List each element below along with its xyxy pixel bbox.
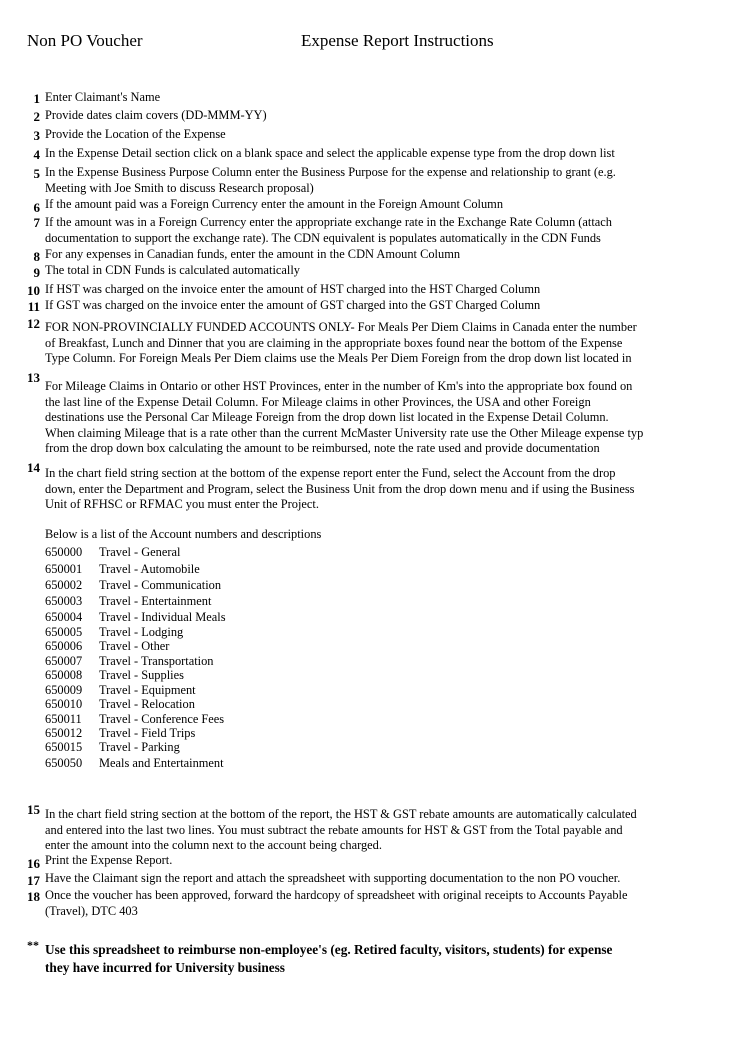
step-number: 6 bbox=[33, 200, 40, 215]
step-text: In the Expense Business Purpose Column enter the Business Purpose for the expense and relationship to grant (e.g. Meeting with Joe Smith to discuss Research proposal) bbox=[45, 165, 616, 195]
accounts-intro: Below is a list of the Account numbers and descriptions bbox=[45, 527, 322, 541]
account-row bbox=[45, 562, 200, 577]
account-code: 650009 bbox=[45, 683, 83, 697]
account-row bbox=[45, 697, 195, 712]
account-code: 650000 bbox=[45, 545, 83, 559]
account-desc: Travel - Equipment bbox=[99, 683, 196, 697]
step-number: 8 bbox=[33, 249, 40, 264]
step-number: 12 bbox=[27, 316, 40, 331]
account-row bbox=[45, 726, 195, 741]
account-code: 650003 bbox=[45, 594, 83, 608]
account-code: 650004 bbox=[45, 610, 83, 624]
step-text: If the amount paid was a Foreign Currency enter the amount in the Foreign Amount Column bbox=[45, 197, 504, 211]
step-number: 14 bbox=[27, 460, 40, 475]
step-number: 1 bbox=[33, 91, 40, 106]
step-text: For Mileage Claims in Ontario or other HST Provinces, enter in the number of Km's into the appropriate box found on the last line of the Expense Detail Column. For Mileage claims in other Provinces, the USA and other Foreign destinations use the Personal Car Mileage Foreign from the drop down list located in the Expense Detail Column. When claiming Mileage that is a rate other than the current McMaster University rate use the Other Mileage expense typ from the drop down box calculating the amount to be reimbursed, note the rate used and provide documentation bbox=[45, 379, 644, 455]
account-row bbox=[45, 654, 214, 669]
account-code: 650006 bbox=[45, 639, 83, 653]
account-code: 650050 bbox=[45, 756, 83, 770]
account-code: 650008 bbox=[45, 668, 83, 682]
page-title: Expense Report Instructions bbox=[301, 31, 494, 50]
step-text: Enter Claimant's Name bbox=[45, 90, 161, 104]
account-row bbox=[45, 625, 183, 640]
account-row bbox=[45, 756, 224, 771]
account-code: 650001 bbox=[45, 562, 83, 576]
account-row bbox=[45, 668, 184, 683]
account-code: 650010 bbox=[45, 697, 83, 711]
step-number: 17 bbox=[27, 873, 40, 888]
account-code: 650011 bbox=[45, 712, 82, 726]
account-desc: Travel - Automobile bbox=[99, 562, 200, 576]
step-text: Have the Claimant sign the report and attach the spreadsheet with supporting documentation to the non PO voucher. bbox=[45, 871, 621, 885]
step-text: If GST was charged on the invoice enter the amount of GST charged into the GST Charged Column bbox=[45, 298, 541, 312]
account-code: 650015 bbox=[45, 740, 83, 754]
account-row bbox=[45, 740, 180, 755]
step-number: 5 bbox=[33, 166, 40, 181]
step-text: Provide dates claim covers (DD-MMM-YY) bbox=[45, 108, 267, 122]
account-desc: Travel - Conference Fees bbox=[99, 712, 225, 726]
step-text: In the Expense Detail section click on a blank space and select the applicable expense type from the drop down list bbox=[45, 146, 615, 160]
step-number: 13 bbox=[27, 370, 40, 385]
account-desc: Travel - Entertainment bbox=[99, 594, 212, 608]
account-desc: Travel - Individual Meals bbox=[99, 610, 226, 624]
account-desc: Travel - Supplies bbox=[99, 668, 184, 682]
step-text: If the amount was in a Foreign Currency enter the appropriate exchange rate in the Exchange Rate Column (attach documentation to support the exchange rate). The CDN equivalent is populates automatically in the CDN Funds bbox=[45, 215, 612, 245]
account-code: 650005 bbox=[45, 625, 83, 639]
account-desc: Travel - Other bbox=[99, 639, 170, 653]
step-number: 10 bbox=[27, 283, 40, 298]
account-row bbox=[45, 545, 180, 560]
account-desc: Travel - Lodging bbox=[99, 625, 184, 639]
step-text: If HST was charged on the invoice enter the amount of HST charged into the HST Charged Column bbox=[45, 282, 541, 296]
account-desc: Travel - Parking bbox=[99, 740, 180, 754]
footnote-marker: ** bbox=[27, 938, 39, 952]
account-desc: Meals and Entertainment bbox=[99, 756, 224, 770]
account-row bbox=[45, 578, 221, 593]
step-text: In the chart field string section at the bottom of the expense report enter the Fund, select the Account from the drop down, enter the Department and Program, select the Business Unit from the drop down menu and if using the Business Unit of RFHSC or RFMAC you must enter the Project. bbox=[45, 466, 635, 511]
account-row bbox=[45, 712, 224, 727]
account-row bbox=[45, 683, 196, 698]
account-desc: Travel - Field Trips bbox=[99, 726, 196, 740]
step-text: FOR NON-PROVINCIALLY FUNDED ACCOUNTS ONLY- For Meals Per Diem Claims in Canada enter the number of Breakfast, Lunch and Dinner that you are claiming in the appropriate boxes found near the bottom of the Expense Type Column. For Foreign Meals Per Diem claims use the Meals Per Diem Foreign from the drop down list located in bbox=[45, 320, 637, 365]
account-row bbox=[45, 594, 211, 609]
step-text: Once the voucher has been approved, forward the hardcopy of spreadsheet with original receipts to Accounts Payable (Travel), DTC 403 bbox=[45, 888, 628, 918]
step-text: Provide the Location of the Expense bbox=[45, 127, 226, 141]
step-text: For any expenses in Canadian funds, enter the amount in the CDN Amount Column bbox=[45, 247, 461, 261]
account-row bbox=[45, 610, 226, 625]
footnote-text: Use this spreadsheet to reimburse non-employee's (eg. Retired faculty, visitors, students) for expense they have incurred for University business bbox=[45, 942, 613, 975]
account-desc: Travel - Relocation bbox=[99, 697, 195, 711]
account-desc: Travel - General bbox=[99, 545, 181, 559]
account-row bbox=[45, 639, 169, 654]
step-number: 3 bbox=[33, 128, 40, 143]
step-number: 11 bbox=[27, 299, 40, 314]
account-desc: Travel - Communication bbox=[99, 578, 222, 592]
step-text: In the chart field string section at the bottom of the report, the HST & GST rebate amounts are automatically calculated and entered into the last two lines. You must subtract the rebate amounts for HST & GST from the Total payable and enter the amount into the column next to the account being charged. bbox=[45, 807, 637, 852]
step-number: 16 bbox=[27, 856, 40, 871]
account-code: 650007 bbox=[45, 654, 83, 668]
step-number: 9 bbox=[33, 265, 40, 280]
step-number: 2 bbox=[33, 109, 40, 124]
account-desc: Travel - Transportation bbox=[99, 654, 214, 668]
step-number: 7 bbox=[33, 215, 40, 230]
account-code: 650012 bbox=[45, 726, 83, 740]
step-text: The total in CDN Funds is calculated automatically bbox=[45, 263, 300, 277]
step-text: Print the Expense Report. bbox=[45, 853, 173, 867]
step-number: 4 bbox=[33, 147, 40, 162]
account-code: 650002 bbox=[45, 578, 83, 592]
step-number: 18 bbox=[27, 889, 40, 904]
step-number: 15 bbox=[27, 802, 40, 817]
header-left-title: Non PO Voucher bbox=[27, 31, 143, 50]
